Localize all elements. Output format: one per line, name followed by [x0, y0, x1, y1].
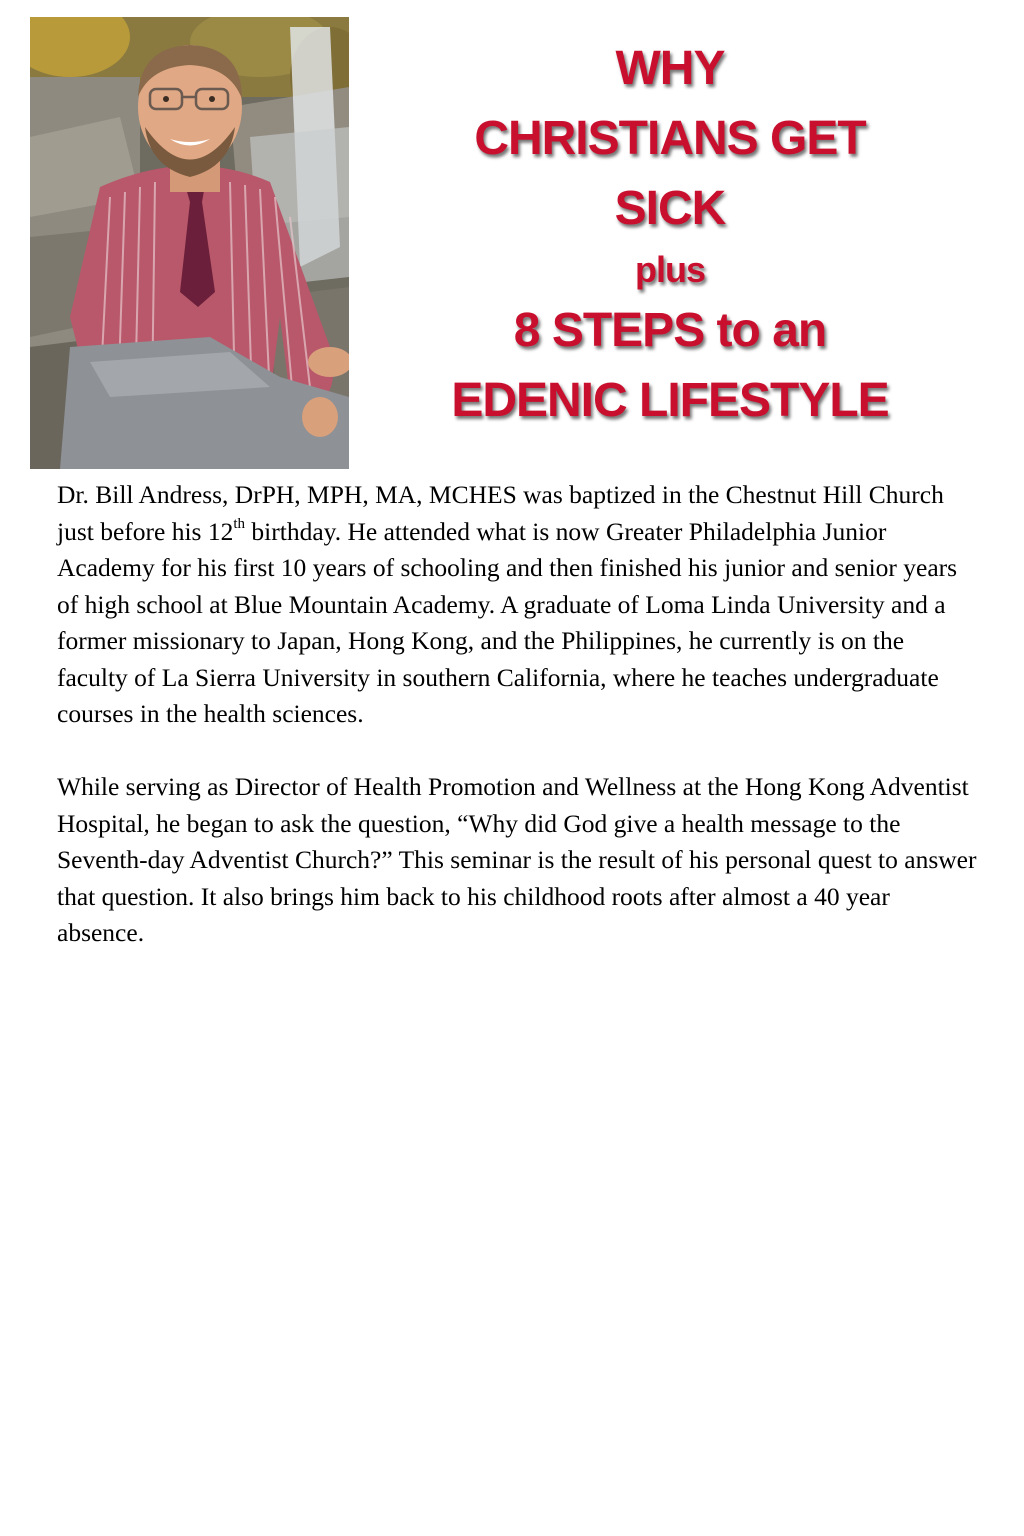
title-line-why: WHY	[615, 42, 725, 95]
title-line-edenic-lifestyle: EDENIC LIFESTYLE	[451, 374, 889, 427]
ordinal-suffix: th	[233, 516, 246, 532]
bio-paragraph-2: While serving as Director of Health Promotion and Wellness at the Hong Kong Adventist Hospital, he began to ask the question, “Why did God give a health message to the Seventh-day Adventist Church?” This seminar is the result of his personal quest to answer that question. It also brings him back to his childhood roots after almost a 40 year absence.	[57, 772, 977, 947]
title-line-plus: plus	[634, 249, 705, 290]
title-line-sick: SICK	[614, 182, 726, 235]
bio-p1-end: birthday. He attended what is now Greater Philadelphia Junior Academy for his first 10 years of schooling and then finished his junior and senior years of high school at Blue Mountain Academy. A graduate of Loma Linda University and a former missionary to Japan, Hong Kong, and the Philippines, he currently is on the faculty of La Sierra University in southern California, where he teaches undergraduate courses in the health sciences.	[57, 516, 958, 728]
portrait-photo	[30, 17, 349, 469]
portrait-illustration	[30, 17, 349, 469]
speaker-bio	[57, 477, 977, 952]
bio-p1-start: Dr. Bill Andress, DrPH, MPH, MA, MCHES was baptized in the Chestnut Hill Church just before his 12	[57, 480, 944, 546]
title-line-christians-get: CHRISTIANS GET	[474, 112, 866, 165]
title-line-8-steps: 8 STEPS to an	[513, 304, 827, 357]
seminar-title	[400, 34, 940, 436]
bio-paragraph-1	[57, 477, 977, 733]
